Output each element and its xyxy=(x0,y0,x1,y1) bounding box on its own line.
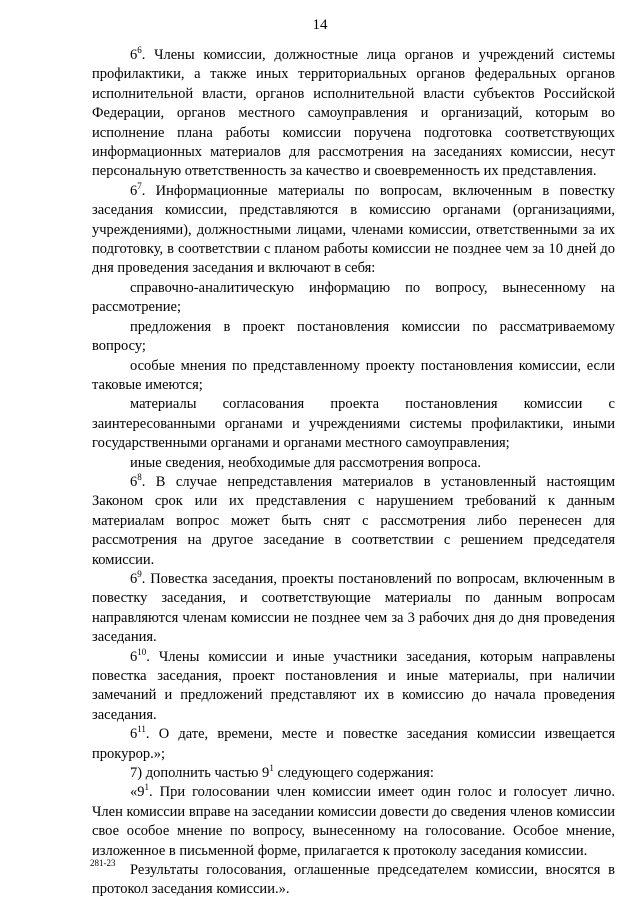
paragraph-6-11: $6^{11}$. О дате, времени, месте и повестке заседания комиссии извещается прокурор.»; xyxy=(92,724,615,762)
paragraph-voting-results: Результаты голосования, оглашенные председателем комиссии, вносятся в протокол заседания комиссии.». xyxy=(92,862,615,898)
list-item-approval-materials: материалы согласования проекта постановления комиссии с заинтересованными органами и учреждениями системы профилактики, иными государственными органами и органами местного самоуправления; xyxy=(92,396,615,452)
list-item-other-info: иные сведения, необходимые для рассмотрения вопроса. xyxy=(130,454,481,471)
paragraph-item-7: 7) дополнить частью $9^1$ следующего содержания: xyxy=(130,763,434,782)
paragraph-6-6: $6^6$. Члены комиссии, должностные лица органов и учреждений системы профилактики, а также иных территориальных органов федеральных органов исполнительной власти, органов исполнительной власти субъектов Российской Федерации, органов местного самоуправления и организаций, которым во исполнение плана работы комиссии поручена подготовка соответствующих информационных материалов для рассмотрения на заседаниях комиссии, несут персональную ответственность за качество и своевременность их представления. xyxy=(92,45,615,180)
paragraph-9-1: «$9^1$. При голосовании член комиссии имеет один голос и голосует лично. Член комиссии вправе на заседании комиссии довести до сведения членов комиссии свое особое мнение по вопросу, вынесенному на голосование. Особое мнение, изложенное в письменной форме, прилагается к протоколу заседания комиссии. xyxy=(92,782,615,859)
paragraph-6-10: $6^{10}$. Члены комиссии и иные участники заседания, которым направлены повестка заседания, проект постановления и иные материалы, при наличии замечаний и предложений представляют их в комиссию до начала проведения заседания. xyxy=(92,646,615,723)
list-item-analytical-info: справочно-аналитическую информацию по вопросу, вынесенному на рассмотрение; xyxy=(92,279,615,316)
page-number: 14 xyxy=(312,17,328,33)
paragraph-6-9: $6^9$. Повестка заседания, проекты постановлений по вопросам, включенным в повестку заседания, и соответствующие материалы по данным вопросам направляются членам комиссии не позднее чем за 3 рабочих дня до дня проведения заседания. xyxy=(92,569,615,646)
list-item-special-opinions: особые мнения по представленному проекту постановления комиссии, если таковые имеются; xyxy=(92,357,615,393)
list-item-proposals: предложения в проект постановления комиссии по рассматриваемому вопросу; xyxy=(92,318,615,355)
document-body xyxy=(92,46,615,900)
paragraph-6-7: $6^7$. Информационные материалы по вопросам, включенным в повестку заседания комиссии, представляются в комиссию органами (организациями, учреждениями), должностными лицами, членами комиссии, ответственными за их подготовку, в соответствии с планом работы комиссии не позднее чем за 10 дней до дня проведения заседания и включают в себя: xyxy=(92,181,615,277)
paragraph-6-8: $6^8$. В случае непредставления материалов в установленный настоящим Законом срок или их представления с нарушением требований к данным материалам вопрос может быть снят с рассмотрения либо перенесен для рассмотрения на другое заседание в соответствии с решением председателя комиссии. xyxy=(92,472,615,568)
document-code: 281-23 xyxy=(90,858,116,868)
